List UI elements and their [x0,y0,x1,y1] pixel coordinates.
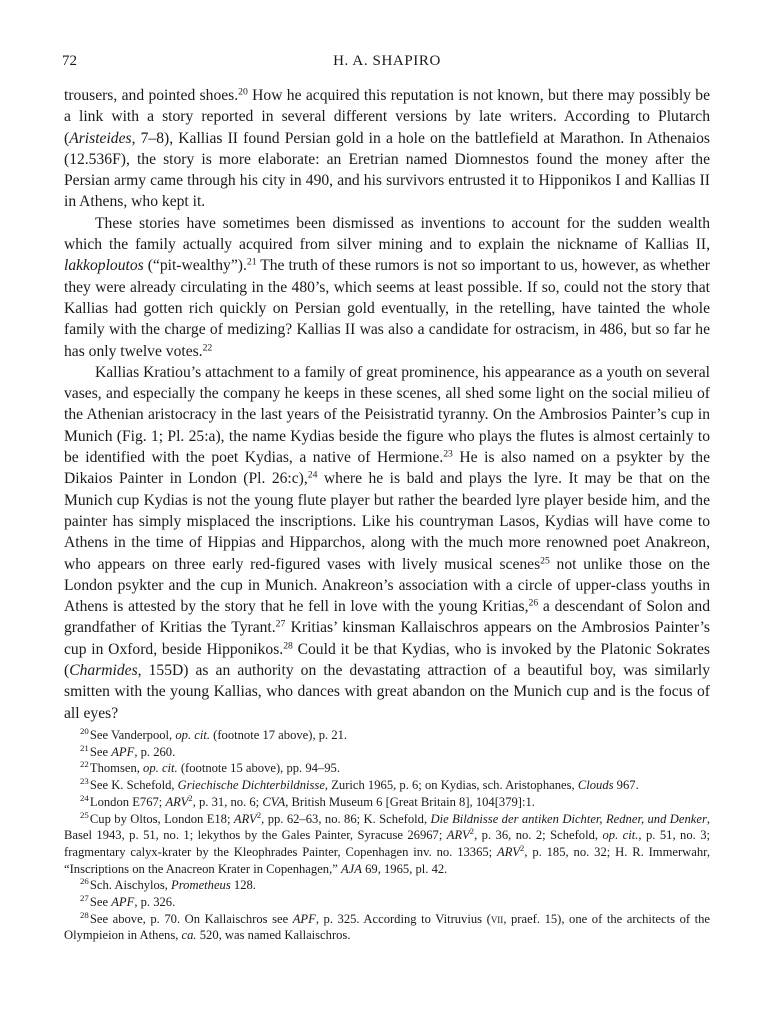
footnote-26: $^{26}$ Sch. Aischylos, Prometheus 128. [80,876,256,893]
page-number: 72 [62,53,77,69]
running-head [62,51,712,71]
footnote-23: $^{23}$ See K. Schefold, Griechische Dichterbildnisse, Zurich 1965, p. 6; on Kydias, sch. Aristophanes, Clouds 967. [80,776,639,793]
main-text [64,85,710,724]
footnotes [64,727,710,944]
footnote-21: $^{21}$ See APF, p. 260. [80,742,176,759]
footnote-22: $^{22}$ Thomsen, op. cit. (footnote 15 above), pp. 94–95. [80,759,340,776]
paragraph-2: These stories have sometimes been dismissed as inventions to account for the sudden wealth which the family actually acquired from silver mining and to explain the nickname of Kallias II, lakkoploutos (“pit-wealthy”).$^{21}$ The truth of these rumors is not so important to us, however, as whether they were already circulating in the 480’s, which seems at least possible. If so, could not the story that Kallias had gotten rich quickly on Persian gold eventually, in the retelling, have tainted the whole family with the charge of medizing? Kallias II was also a candidate for ostracism, in 486, but so far he has only twelve votes.$^{22}$ [64,214,711,360]
footnote-25: $^{25}$ Cup by Oltos, London E18; ARV$^2$, pp. 62–63, no. 86; K. Schefold, Die Bildnisse der antiken Dichter, Redner, und Denker, Basel 1943, p. 51, no. 1; lekythos by the Gales Painter, Syracuse 26967; ARV$^2$, p. 36, no. 2; Schefold, op. cit., p. 51, no. 3; fragmentary calyx-krater by the Kleophrades Painter, Copenhagen inv. no. 13365; ARV$^2$, p. 185, no. 32; H. R. Immerwahr, “Inscriptions on the Anacreon Krater in Copenhagen,” AJA 69, 1965, pl. 42. [64,809,711,876]
footnote-28: $^{28}$ See above, p. 70. On Kallaischros see APF, p. 325. According to Vitruvius (vii, praef. 15), one of the architects of the Olympieion in Athens, ca. 520, was named Kallaischros. [64,909,710,943]
paragraph-1: trousers, and pointed shoes.$^{20}$ How he acquired this reputation is not known, but there may possibly be a link with a story reported in several different versions by late writers. According to Plutarch (Aristeides, 7–8), Kallias II found Persian gold in a hole on the battlefield at Marathon. In Athenaios (12.536F), the story is more elaborate: an Eretrian named Diomnestos found the money after the Persian army came through his city in 490, and his survivors entrusted it to Hipponikos I and Kallias II in Athens, who kept it. [64,86,711,211]
paragraph-3: Kallias Kratiou’s attachment to a family of great prominence, his appearance as a youth on several vases, and especially the company he keeps in these scenes, all shed some light on the social milieu of the Athenian aristocracy in the last years of the Peisistratid tyranny. On the Ambrosios Painter’s cup in Munich (Fig. 1; Pl. 25:a), the name Kydias beside the figure who plays the flutes is almost certainly to be identified with the poet Kydias, a native of Hermione.$^{23}$ He is also named on a psykter by the Dikaios Painter in London (Pl. 26:c),$^{24}$ where he is bald and plays the lyre. It may be that on the Munich cup Kydias is not the young flute player but rather the bearded lyre player beside him, and the painter has simply misplaced the inscriptions. Like his countryman Lasos, Kydias will have come to Athens in the time of Hippias and Hipparchos, along with the much more renowned poet Anakreon, who appears on three early red-figured vases with lively musical scenes$^{25}$ not unlike those on the London psykter and the cup in Munich. Anakreon’s association with a circle of upper-class youths in Athens is attested by the story that he fell in love with the young Kritias,$^{26}$ a descendant of Solon and grandfather of Kritias the Tyrant.$^{27}$ Kritias’ kinsman Kallaischros appears on the Ambrosios Painter’s cup in Oxford, beside Hipponikos.$^{28}$ Could it be that Kydias, who is invoked by the Platonic Sokrates (Charmides, 155D) as an authority on the devastating attraction of a beautiful boy, was similarly smitten with the young Kallias, who dances with great abandon on the Munich cup and is the focus of all eyes? [64,363,711,722]
running-head-author: H. A. SHAPIRO [333,53,441,69]
footnote-20: $^{20}$ See Vanderpool, op. cit. (footnote 17 above), p. 21. [80,726,348,742]
footnote-27: $^{27}$ See APF, p. 326. [80,893,176,910]
footnote-24: $^{24}$ London E767; ARV$^2$, p. 31, no. 6; CVA, British Museum 6 [Great Britain 8], 104[379]:1. [80,792,535,809]
